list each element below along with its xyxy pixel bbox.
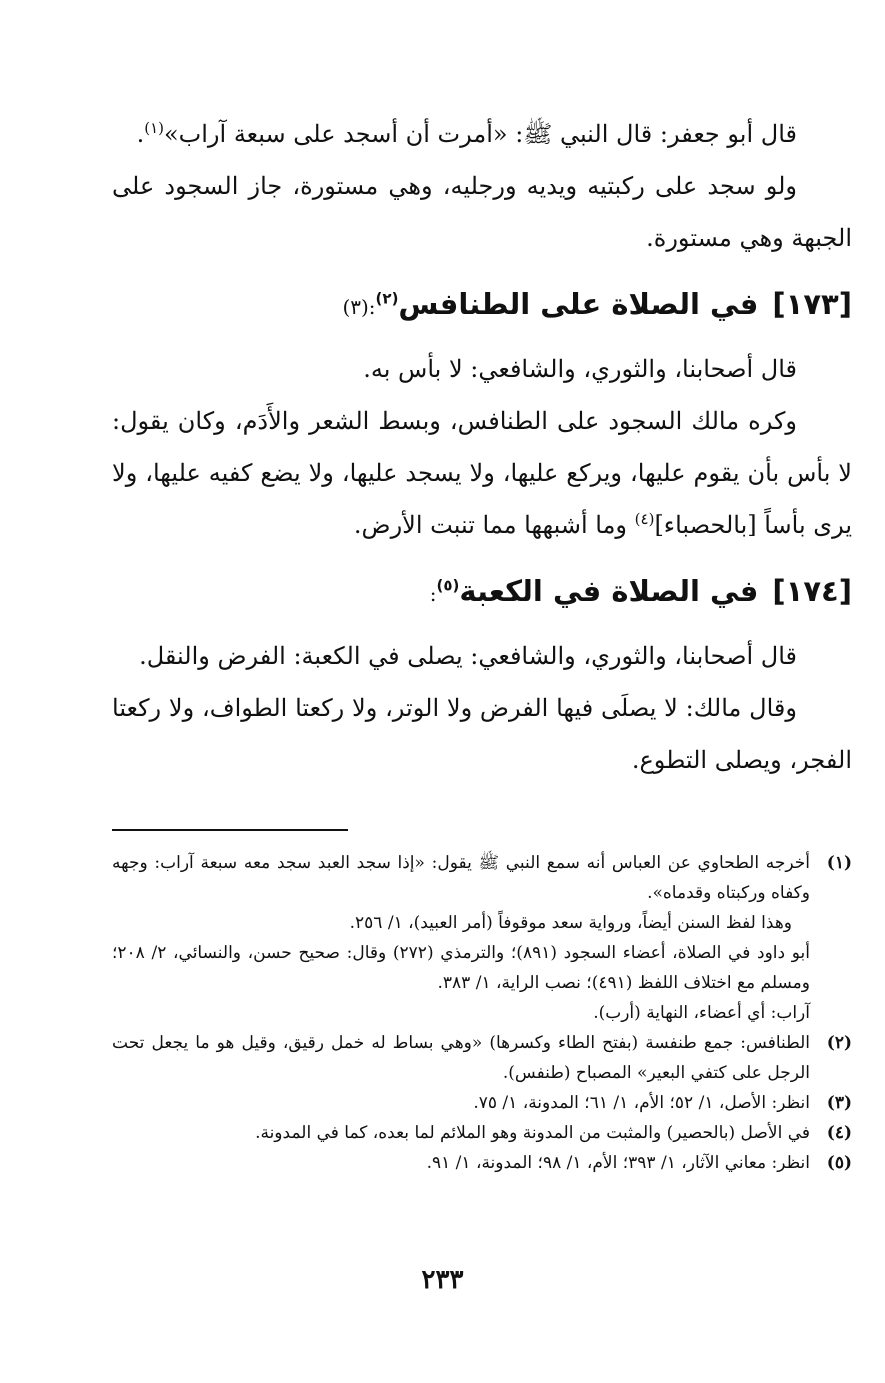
footnote-number: (٣)	[826, 1093, 852, 1113]
main-text	[112, 108, 852, 786]
section-heading-174	[112, 571, 852, 614]
footnote-number: (٤)	[826, 1123, 852, 1143]
footnote-line: انظر: الأصل، ١/ ٥٢؛ الأم، ١/ ٦١؛ المدونة، ١/ ٧٥.	[473, 1093, 810, 1113]
footnote-ref-1: (١)	[144, 119, 164, 137]
paragraph-6: وقال مالك: لا يصلَى فيها الفرض ولا الوتر، ولا ركعتا الطواف، ولا ركعتا الفجر، ويصلى التطوع.	[112, 694, 852, 774]
footnote-separator	[112, 829, 348, 831]
paragraph-4-end: وما أشبهها مما تنبت الأرض.	[353, 511, 635, 539]
footnote-ref-2: (٢)	[375, 289, 399, 308]
footnote-line: الطنافس: جمع طنفسة (بفتح الطاء وكسرها) «وهي بساط له خمل رقيق، وقيل هو ما يجعل تحت الرجل على كتفي البعير» المصباح (طنفس).	[112, 1033, 810, 1083]
paragraph-1	[112, 108, 852, 160]
section-heading-173	[112, 284, 852, 327]
footnote-number: (١)	[826, 853, 852, 873]
footnote-ref-4: (٤)	[634, 510, 655, 528]
paragraph-5: قال أصحابنا، والثوري، والشافعي: يصلى في الكعبة: الفرض والنقل.	[139, 642, 797, 670]
paragraph-4-text: وكره مالك السجود على الطنافس، وبسط الشعر والأَدَم، وكان يقول: لا بأس بأن يقوم عليها، ويركع عليها، ولا يسجد عليها، ولا يضع كفيه عليها، ولا يرى بأساً [بالحصباء]	[112, 407, 852, 539]
footnote-ref-5: (٥)	[436, 576, 460, 595]
paragraph-2: ولو سجد على ركبتيه ويديه ورجليه، وهي مستورة، جاز السجود على الجبهة وهي مستورة.	[112, 172, 852, 252]
footnote-5	[112, 1148, 852, 1178]
heading-colon: :	[429, 582, 437, 606]
section-title: في الصلاة على الطنافس	[398, 287, 759, 321]
page-number: ٢٣٣	[421, 1265, 464, 1295]
footnote-line: أخرجه الطحاوي عن العباس أنه سمع النبي ﷺ يقول: «إذا سجد العبد سجد معه سبعة آراب: وجهه وكفاه وركبتاه وقدماه».	[112, 853, 810, 903]
paragraph-1-text: قال أبو جعفر: قال النبي ﷺ: «أمرت أن أسجد على سبعة آراب»	[163, 120, 797, 148]
footnotes	[112, 848, 852, 1178]
footnote-ref-3: :(٣)	[342, 295, 376, 319]
paragraph-4	[112, 395, 852, 551]
footnote-1	[112, 848, 852, 1028]
footnote-number: (٥)	[826, 1153, 852, 1173]
paragraph-1-end: .	[136, 120, 145, 148]
section-number: [١٧٣]	[772, 287, 852, 321]
section-title: في الصلاة في الكعبة	[459, 574, 759, 608]
footnote-4	[112, 1118, 852, 1148]
footnote-line: في الأصل (بالحصير) والمثبت من المدونة وهو الملائم لما بعده، كما في المدونة.	[255, 1123, 810, 1143]
footnote-line: آراب: أي أعضاء، النهاية (أرب).	[593, 1003, 810, 1023]
footnote-line: وهذا لفظ السنن أيضاً، ورواية سعد موقوفاً (أمر العبيد)، ١/ ٢٥٦.	[349, 913, 792, 933]
footnote-line: انظر: معاني الآثار، ١/ ٣٩٣؛ الأم، ١/ ٩٨؛ المدونة، ١/ ٩١.	[426, 1153, 810, 1173]
section-number: [١٧٤]	[772, 574, 852, 608]
footnote-2	[112, 1028, 852, 1088]
footnote-line: أبو داود في الصلاة، أعضاء السجود (٨٩١)؛ والترمذي (٢٧٢) وقال: صحيح حسن، والنسائي، ٢/ ٢٠٨؛ ومسلم مع اختلاف اللفظ (٤٩١)؛ نصب الراية، ١/ ٣٨٣.	[112, 943, 810, 993]
paragraph-3: قال أصحابنا، والثوري، والشافعي: لا بأس به.	[363, 355, 797, 383]
footnote-3	[112, 1088, 852, 1118]
footnote-number: (٢)	[826, 1033, 852, 1053]
